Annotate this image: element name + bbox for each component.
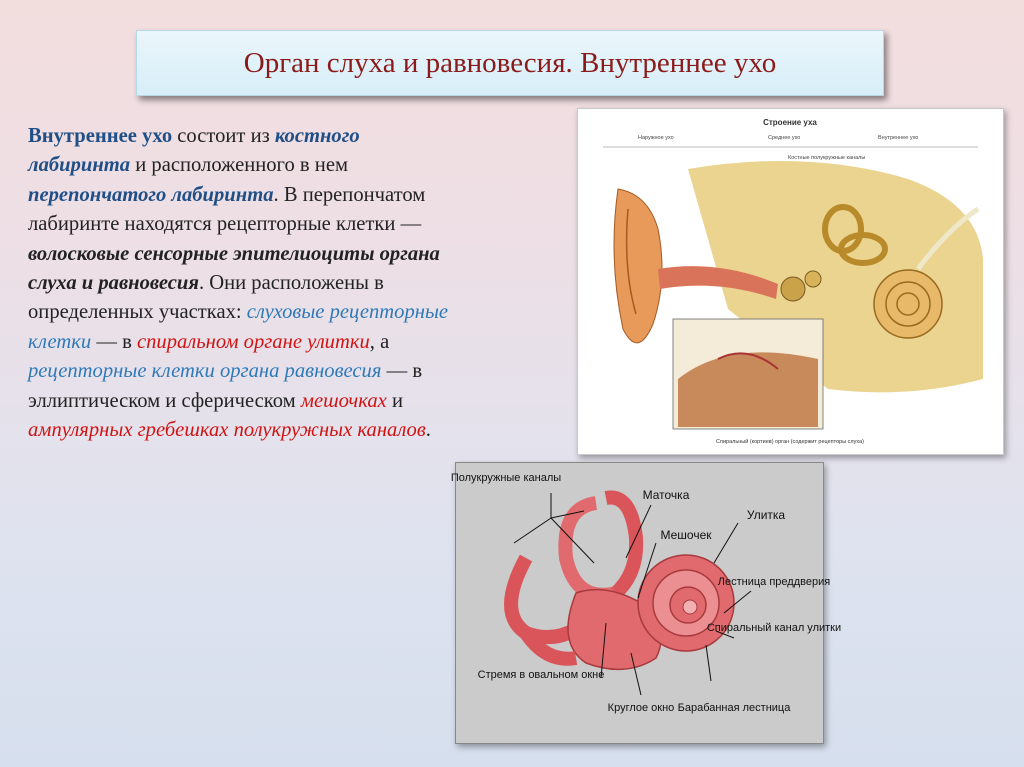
term-inner-ear: Внутреннее ухо: [28, 125, 173, 147]
term-balance-receptors: рецепторные клетки органа равновесия: [28, 360, 382, 383]
term-spiral-organ: спиральном органе улитки: [136, 330, 370, 353]
text-segment: , а: [369, 330, 390, 353]
label-utricle: Маточка: [642, 488, 690, 502]
text-segment: — в: [91, 330, 137, 353]
text-segment: — в эллиптическом и сферическом: [28, 360, 423, 412]
label-canals: Костные полукружные каналы: [788, 155, 866, 161]
text-segment: и: [386, 389, 403, 412]
term-hair-cells: волосковые сенсорные эпителиоциты органа слуха и равновесия: [28, 242, 440, 295]
label-round-window: Круглое окно: [607, 702, 675, 714]
slide-title: Орган слуха и равновесия. Внутреннее ухо: [243, 46, 777, 79]
term-auditory-receptors: слуховые рецепторные клетки: [28, 301, 449, 353]
text-segment: .: [425, 419, 431, 442]
term-bony-labyrinth: костного лабиринта: [28, 125, 360, 177]
label-semicircular-canals: Полукружные каналы: [450, 472, 562, 484]
text-segment: и расположенного в нем: [130, 154, 348, 177]
text-segment: . В перепончатом лабиринте находятся рецепторные клетки —: [28, 183, 426, 236]
labyrinth-figure: [450, 462, 842, 744]
label-saccule: Мешочек: [660, 528, 712, 542]
label-inner-ear: Внутреннее ухо: [878, 135, 919, 141]
term-membranous-labyrinth: перепончатого лабиринта: [28, 183, 274, 206]
label-cochlea: Улитка: [746, 508, 786, 522]
labyrinth-illustration: [450, 463, 842, 743]
label-spiral-organ: Спиральный (кортиев) орган (содержит рецепторы слуха): [716, 439, 864, 445]
label-middle-ear: Среднее ухо: [768, 135, 801, 141]
ear-figure-title: Строение уха: [763, 118, 817, 127]
ear-structure-illustration: [578, 109, 1003, 454]
label-tympanic-scala: Барабанная лестница: [677, 702, 791, 714]
label-outer-ear: Наружное ухо: [638, 135, 674, 141]
title-box: [136, 30, 884, 96]
label-stapes: Стремя в овальном окне: [477, 669, 605, 681]
label-vestibular-scala: Лестница преддверия: [717, 576, 831, 588]
label-spiral-canal: Спиральный канал улитки: [706, 622, 842, 634]
term-ampullary-crests: ампулярных гребешках полукружных каналов: [28, 419, 426, 442]
text-segment: . Они расположены в определенных участках:: [28, 272, 384, 324]
body-paragraph: [28, 122, 458, 445]
text-segment: состоит из: [172, 125, 275, 147]
ear-structure-figure: [577, 108, 1004, 455]
term-sacs: мешочках: [300, 389, 387, 412]
